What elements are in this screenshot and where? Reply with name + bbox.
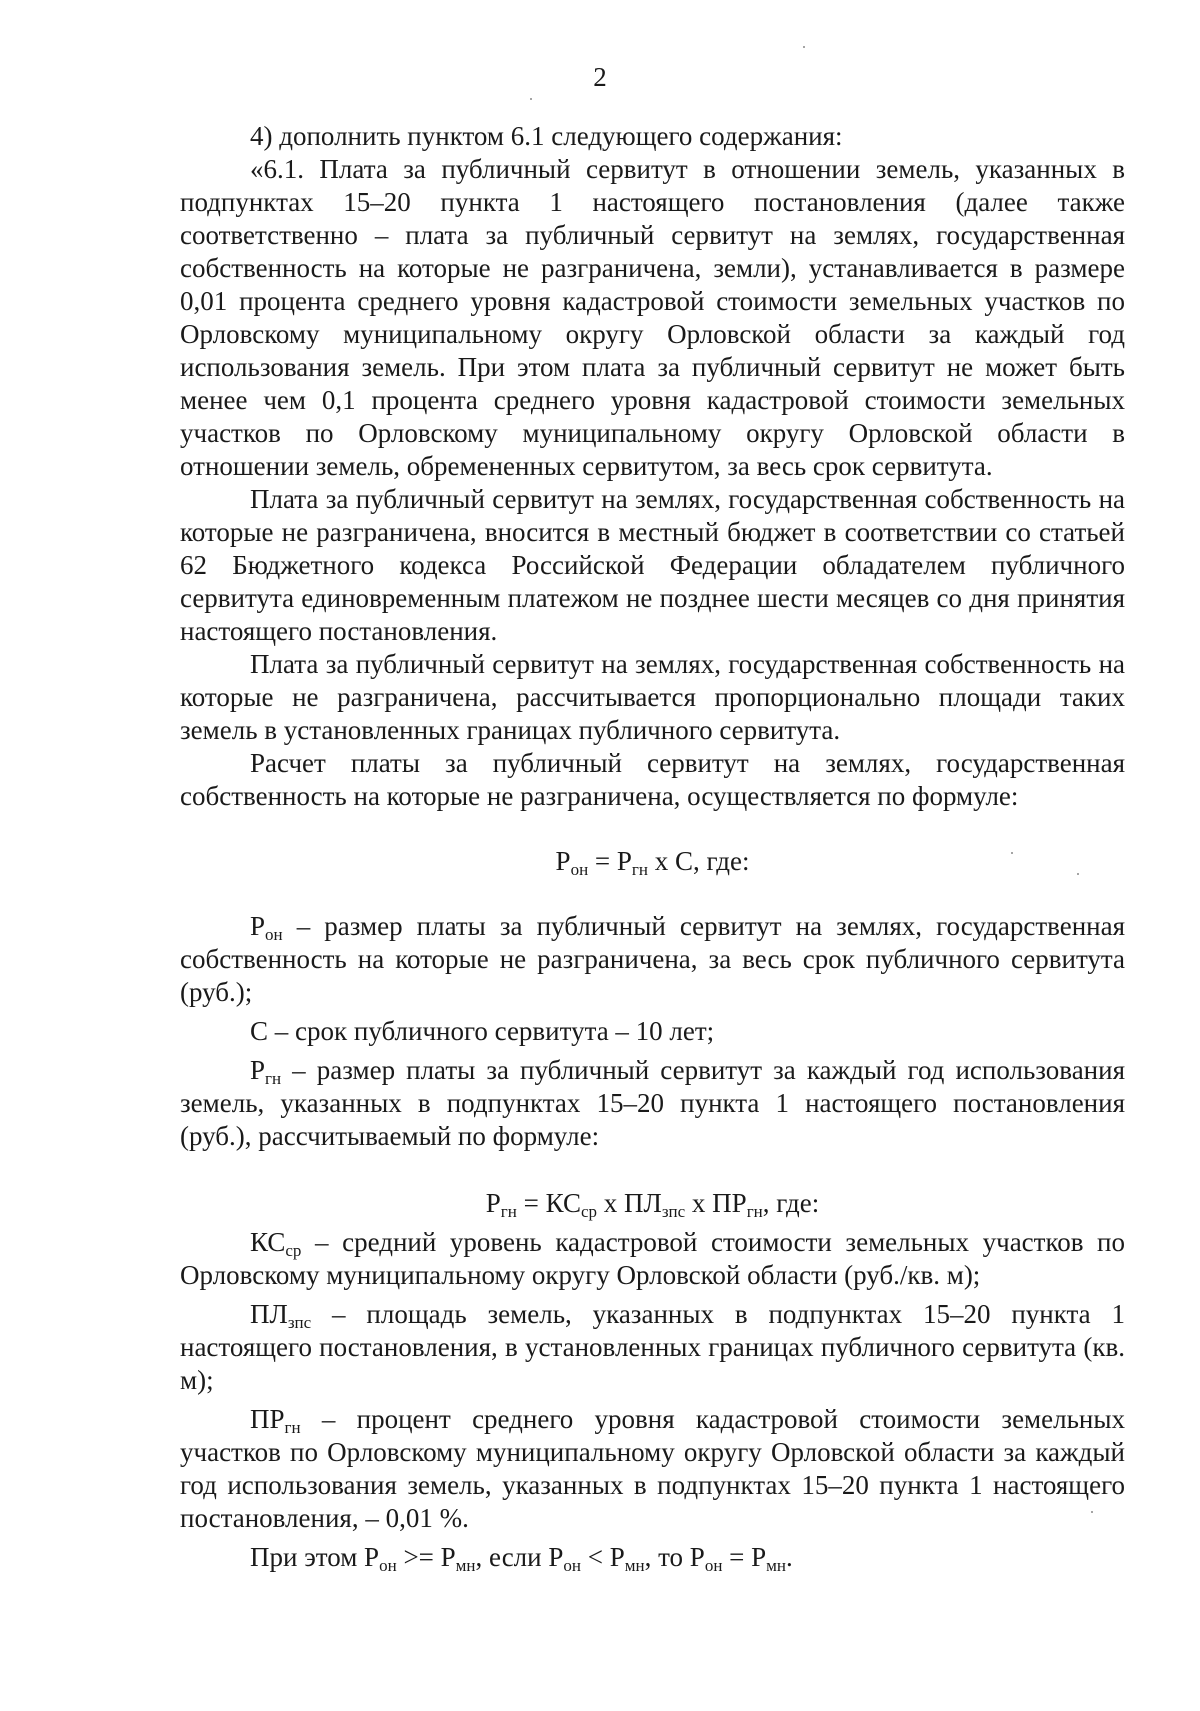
final-condition: [180, 1541, 1125, 1574]
formula-symbol: = КС: [516, 1188, 581, 1218]
formula-text: , где:: [762, 1188, 820, 1218]
definition-item: [180, 1403, 1125, 1535]
document-body: [180, 120, 1125, 1574]
formula-fee-annual: [180, 1187, 1125, 1220]
condition-subscript: он: [563, 1556, 581, 1575]
condition-text: .: [786, 1542, 793, 1572]
paragraph: Расчет платы за публичный сервитут на землях, государственная собственность на которые не разграничена, осуществляется по формуле:: [180, 748, 1125, 811]
definition-subscript: гн: [284, 1418, 301, 1437]
condition-text: , то P: [644, 1542, 705, 1572]
condition-subscript: мн: [624, 1556, 645, 1575]
scan-speck: [1091, 1511, 1093, 1513]
condition-text: = P: [722, 1542, 767, 1572]
definition-subscript: он: [265, 925, 283, 944]
definition-item: [180, 1226, 1125, 1292]
formula-symbol: x ПР: [685, 1188, 747, 1218]
definition-text: – размер платы за публичный сервитут на землях, государственная собственность на которые не разграничена, за весь срок публичного сервитута (руб.);: [180, 911, 1125, 1007]
paragraph: «6.1. Плата за публичный сервитут в отношении земель, указанных в подпунктах 15–20 пункта 1 настоящего постановления (далее также соответственно – плата за публичный сервитут на землях, государственная собственность на которые не разграничена, земли), устанавливается в размере 0,01 процента среднего уровня кадастровой стоимости земельных участков по Орловскому муниципальному округу Орловской области за каждый год использования земель. При этом плата за публичный сервитут не может быть менее чем 0,1 процента среднего уровня кадастровой стоимости земельных участков по Орловскому муниципальному округу Орловской области в отношении земель, обремененных сервитутом, за весь срок сервитута.: [180, 154, 1125, 481]
definition-text: – средний уровень кадастровой стоимости земельных участков по Орловскому муниципальному округу Орловской области (руб./кв. м);: [180, 1227, 1125, 1290]
definition-item: [180, 1054, 1125, 1153]
formula-subscript: он: [570, 860, 589, 879]
formula-symbol: P: [555, 846, 571, 876]
page-number: 2: [593, 62, 607, 92]
condition-subscript: мн: [766, 1556, 787, 1575]
definition-text: – площадь земель, указанных в подпунктах 15–20 пункта 1 настоящего постановления, в установленных границах публичного сервитута (кв. м);: [180, 1299, 1125, 1395]
condition-subscript: он: [704, 1556, 723, 1575]
definition-item: [180, 910, 1125, 1009]
formula-symbol: x ПЛ: [597, 1188, 662, 1218]
condition-text: < P: [580, 1542, 625, 1572]
definition-symbol: P: [250, 911, 266, 941]
scan-speck: [803, 46, 805, 48]
scan-speck: [1077, 873, 1079, 875]
scan-speck: [1011, 852, 1013, 854]
definition-symbol: КС: [250, 1227, 286, 1257]
definition-text: – процент среднего уровня кадастровой стоимости земельных участков по Орловскому муниципальному округу Орловской области за каждый год использования земель, указанных в подпунктах 15–20 пункта 1 настоящего постановления, – 0,01 %.: [180, 1404, 1125, 1533]
definition-symbol: C: [250, 1016, 269, 1046]
definition-item: [180, 1015, 1125, 1048]
scan-speck: [530, 98, 532, 100]
formula-fee-total: [180, 845, 1125, 878]
definition-subscript: ср: [285, 1241, 302, 1260]
definition-item: [180, 1298, 1125, 1397]
condition-subscript: мн: [455, 1556, 476, 1575]
definition-subscript: зпс: [287, 1313, 312, 1332]
definition-text: – размер платы за публичный сервитут за каждый год использования земель, указанных в подпунктах 15–20 пункта 1 настоящего постановления (руб.), рассчитываемый по формуле:: [180, 1055, 1125, 1151]
definition-text: – срок публичного сервитута – 10 лет;: [268, 1016, 715, 1046]
definition-subscript: гн: [265, 1069, 282, 1088]
item-intro: 4) дополнить пунктом 6.1 следующего содержания:: [250, 121, 843, 151]
formula-subscript: гн: [631, 860, 648, 879]
definition-symbol: P: [250, 1055, 266, 1085]
paragraph: Плата за публичный сервитут на землях, государственная собственность на которые не разграничена, вносится в местный бюджет в соответствии со статьей 62 Бюджетного кодекса Российской Федерации обладателем публичного сервитута единовременным платежом не позднее шести месяцев со дня принятия настоящего постановления.: [180, 484, 1125, 646]
formula-subscript: гн: [500, 1202, 517, 1221]
definition-symbol: ПЛ: [250, 1299, 288, 1329]
condition-text: При этом P: [250, 1542, 380, 1572]
formula-symbol: = P: [588, 846, 632, 876]
condition-text: , если P: [475, 1542, 564, 1572]
formula-subscript: ср: [580, 1202, 597, 1221]
formula-subscript: гн: [746, 1202, 763, 1221]
paragraph: Плата за публичный сервитут на землях, государственная собственность на которые не разграничена, рассчитывается пропорционально площади таких земель в установленных границах публичного сервитута.: [180, 649, 1125, 745]
formula-text: x C, где:: [648, 846, 750, 876]
condition-text: >= P: [396, 1542, 456, 1572]
definition-symbol: ПР: [250, 1404, 285, 1434]
condition-subscript: он: [379, 1556, 397, 1575]
formula-symbol: P: [485, 1188, 501, 1218]
formula-subscript: зпс: [661, 1202, 686, 1221]
